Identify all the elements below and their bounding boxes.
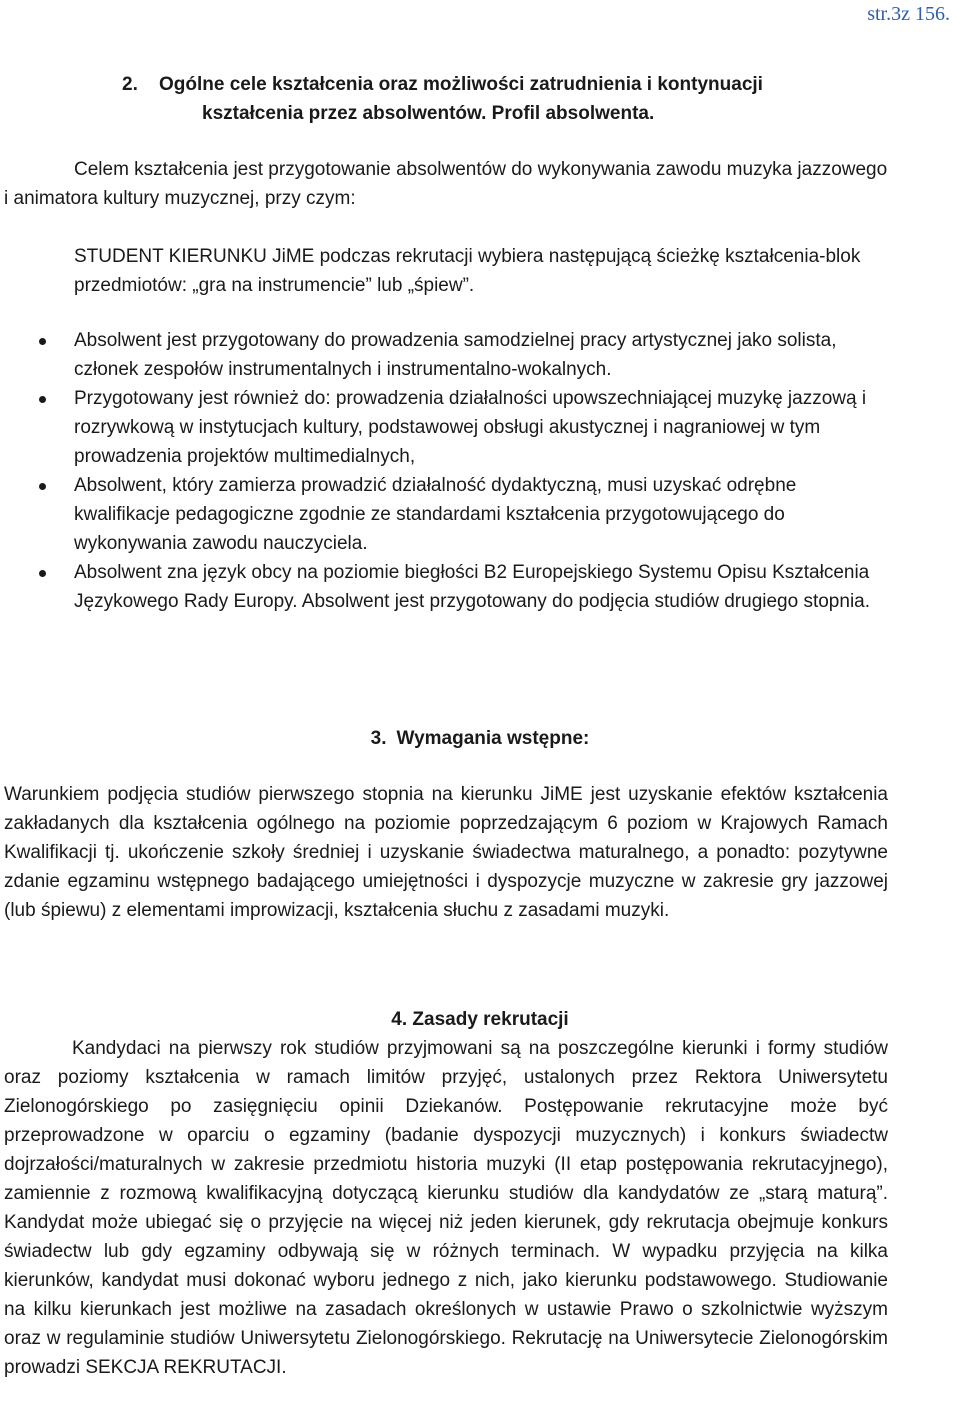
list-item-text: Absolwent jest przygotowany do prowadzenia samodzielnej pracy artystycznej jako solista, członek zespołów instrumentalnych i instrumentalno-wokalnych. — [74, 330, 837, 380]
list-item-text: Przygotowany jest również do: prowadzenia działalności upowszechniającej muzykę jazzową i rozrywkową w instytucjach kultury, podstawowej obsługi akustycznej i nagraniowej w tym prowadzenia projektów multimedialnych, — [74, 388, 867, 467]
bullet-icon — [39, 396, 46, 403]
section-2-number: 2. — [122, 74, 138, 95]
section-2-heading — [122, 71, 902, 128]
section-3-heading — [0, 724, 960, 753]
bullet-icon — [39, 483, 46, 490]
list-item — [74, 558, 894, 616]
section-2-intro: Celem kształcenia jest przygotowanie absolwentów do wykonywania zawodu muzyka jazzowego i animatora kultury muzycznej, przy czym: — [4, 159, 888, 209]
section-3-title: Wymagania wstępne: — [396, 728, 590, 749]
section-3-number: 3. — [370, 728, 387, 749]
section-2-title-line2: kształcenia przez absolwentów. Profil absolwenta. — [202, 102, 655, 124]
section-4-body: Kandydaci na pierwszy rok studiów przyjmowani są na poszczególne kierunki i formy studiów oraz poziomy kształcenia w ramach limitów przyjęć, ustalonych przez Rektora Uniwersytetu Zielonogórskiego po zasięgnięciu opinii Dziekanów. Postępowanie rekrutacyjne może być przeprowadzone w oparciu o egzaminy (badanie dyspozycji muzycznych) i konkurs świadectw dojrzałości/maturalnych w zakresie przedmiotu historia muzyki (II etap postępowania rekrutacyjnego), zamiennie z rozmową kwalifikacyjną dotyczącą kierunku studiów dla kandydatów ze „starą maturą”. Kandydat może ubiegać się o przyjęcie na więcej niż jeden kierunek, gdy rekrutacja obejmuje konkurs świadectw lub gdy egzaminy odbywają się w różnych terminach. W wypadku przyjęcia na kilka kierunków, kandydat musi dokonać wyboru jednego z nich, jako kierunku podstawowego. Studiowanie na kilku kierunkach jest możliwe na zasadach określonych w ustawie Prawo o szkolnictwie wyższym oraz w regulaminie studiów Uniwersytetu Zielonogórskiego. Rekrutację na Uniwersytecie Zielonogórskim prowadzi SEKCJA REKRUTACJI. — [4, 1038, 888, 1378]
student-path-note: STUDENT KIERUNKU JiME podczas rekrutacji wybiera następującą ścieżkę kształcenia-blok przedmiotów: „gra na instrumencie” lub „śpiew”. — [74, 246, 861, 296]
section-3-body: Warunkiem podjęcia studiów pierwszego stopnia na kierunku JiME jest uzyskanie efektów kształcenia zakładanych dla kształcenia ogólnego na poziomie poprzedzającym 6 poziom w Krajowych Ramach Kwalifikacji tj. ukończenie szkoły średniej i uzyskanie świadectwa maturalnego, a ponadto: pozytywne zdanie egzaminu wstępnego badającego umiejętności i dyspozycje muzyczne w zakresie gry jazzowej (lub śpiewu) z elementami improwizacji, kształcenia słuchu z zasadami muzyki. — [4, 784, 888, 921]
list-item-text: Absolwent zna język obcy na poziomie biegłości B2 Europejskiego Systemu Opisu Kształcenia Językowego Rady Europy. Absolwent jest przygotowany do podjęcia studiów drugiego stopnia. — [74, 562, 871, 612]
list-item — [74, 326, 894, 384]
page-number: str.3z 156. — [867, 3, 950, 25]
list-item-text: Absolwent, który zamierza prowadzić działalność dydaktyczną, musi uzyskać odrębne kwalifikacje pedagogiczne zgodnie ze standardami kształcenia przygotowującego do wykonywania zawodu nauczyciela. — [74, 475, 797, 554]
section-2-title-line1: Ogólne cele kształcenia oraz możliwości zatrudnienia i kontynuacji — [159, 74, 763, 95]
section-4-heading: 4. Zasady rekrutacji — [391, 1009, 569, 1030]
list-item — [74, 471, 894, 558]
bullet-icon — [39, 338, 46, 345]
graduate-profile-list — [74, 326, 894, 616]
list-item — [74, 384, 894, 471]
bullet-icon — [39, 570, 46, 577]
